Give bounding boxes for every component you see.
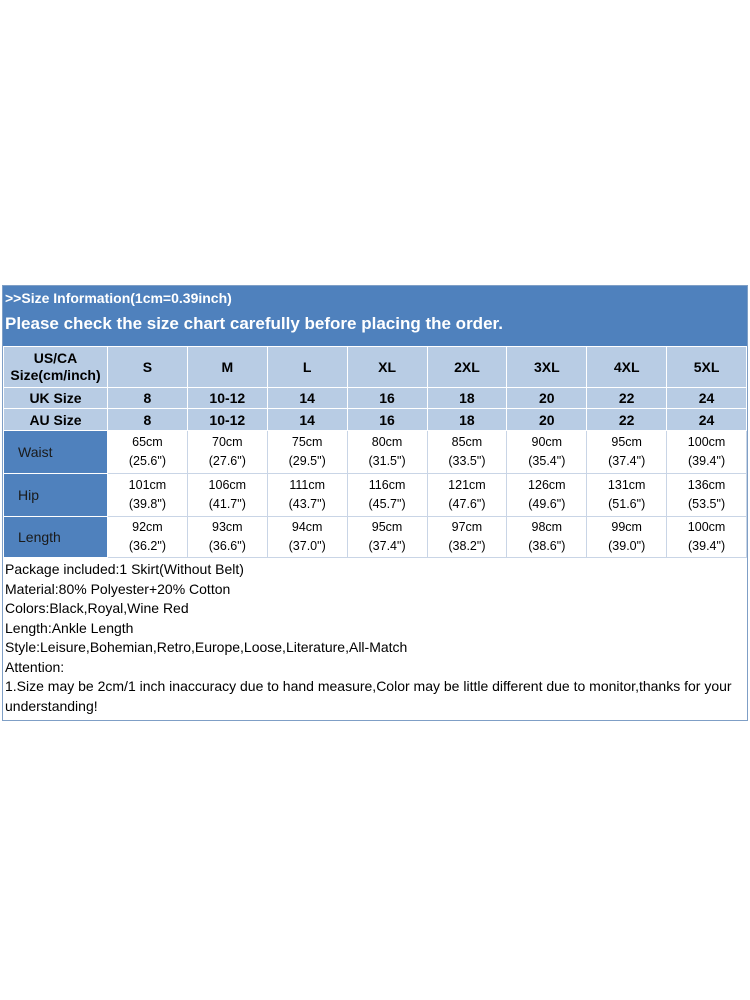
measurement-row-waist [4,431,747,474]
measurement-cm: 100cm [687,520,726,534]
note-length: Length:Ankle Length [5,619,134,636]
measurement-cm: 131cm [607,478,646,492]
size-table [3,346,747,558]
measurement-cell [587,517,667,558]
measurement-cm: 92cm [132,520,163,534]
au-size-value: 16 [347,409,427,431]
measurement-cm: 116cm [368,478,406,492]
uk-size-value: 18 [427,388,507,409]
measurement-cell [267,517,347,558]
measurement-inch: (38.2") [448,539,486,553]
measurement-cell [587,431,667,474]
measurement-cell [347,474,427,517]
measurement-cell [187,474,267,517]
us-ca-label-line2: Size(cm/inch) [10,367,101,383]
size-2XL: 2XL [427,347,507,388]
size-S: S [108,347,188,388]
note-colors: Colors:Black,Royal,Wine Red [5,600,189,616]
measurement-cell [108,431,188,474]
us-ca-size-label [4,347,108,388]
measurement-inch: (35.4") [528,454,566,468]
size-info-title: >>Size Information(1cm=0.39inch) [5,290,232,306]
au-size-value: 8 [108,409,188,431]
measurement-inch: (41.7") [208,497,246,511]
product-notes [3,558,747,720]
measurement-inch: (53.5") [688,497,726,511]
measurement-inch: (47.6") [448,497,486,511]
au-size-value: 22 [587,409,667,431]
measurement-cell [667,431,747,474]
measurement-row-length [4,517,747,558]
uk-size-value: 22 [587,388,667,409]
measurement-inch: (37.0") [288,539,326,553]
measurement-cm: 136cm [687,478,726,492]
measurement-inch: (27.6") [208,454,246,468]
measurement-cm: 97cm [451,520,483,534]
measurement-cell [427,474,507,517]
au-size-value: 18 [427,409,507,431]
measurement-cell [507,517,587,558]
size-XL: XL [347,347,427,388]
note-material: Material:80% Polyester+20% Cotton [5,580,231,597]
measurement-inch: (25.6") [128,454,166,468]
size-M: M [187,347,267,388]
uk-size-value: 20 [507,388,587,409]
measurement-cm: 95cm [611,435,642,449]
measurement-inch: (49.6") [528,497,566,511]
au-size-row [4,409,747,431]
measurement-cm: 94cm [291,520,323,534]
measurement-cm: 93cm [212,520,243,534]
size-info-banner [3,286,747,346]
note-attention: Attention: [5,658,65,675]
measurement-cell [347,431,427,474]
uk-size-value: 10-12 [187,388,267,409]
measurement-cell [267,474,347,517]
measurement-cm: 98cm [531,520,563,534]
measurement-cell [427,517,507,558]
au-size-value: 20 [507,409,587,431]
measurement-inch: (37.4") [368,539,406,553]
measurement-cm: 106cm [208,478,247,492]
measurement-cm: 95cm [371,520,403,534]
note-package: Package included:1 Skirt(Without Belt) [5,561,244,577]
measurement-label: Waist [4,431,108,474]
size-header-row [4,347,747,388]
measurement-cm: 111cm [289,478,326,492]
us-ca-label-line1: US/CA [33,350,78,366]
au-size-value: 24 [667,409,747,431]
uk-size-row [4,388,747,409]
measurement-inch: (39.4") [688,539,726,553]
size-5XL: 5XL [667,347,747,388]
size-4XL: 4XL [587,347,667,388]
measurement-cell [507,431,587,474]
measurement-cell [587,474,667,517]
au-size-label: AU Size [4,409,108,431]
measurement-cell [267,431,347,474]
measurement-label: Hip [4,474,108,517]
measurement-inch: (31.5") [368,454,406,468]
measurement-cm: 80cm [371,435,403,449]
measurement-inch: (36.2") [128,539,166,553]
measurement-cell [667,474,747,517]
size-3XL: 3XL [507,347,587,388]
measurement-cell [347,517,427,558]
measurement-cm: 126cm [528,478,566,492]
measurement-cell [187,517,267,558]
measurement-inch: (37.4") [608,454,646,468]
measurement-inch: (38.6") [528,539,566,553]
measurement-inch: (33.5") [448,454,486,468]
measurement-label: Length [4,517,108,558]
measurement-cm: 90cm [531,435,563,449]
measurement-cm: 75cm [291,435,323,449]
note-style: Style:Leisure,Bohemian,Retro,Europe,Loose,Literature,All-Match [5,639,408,655]
uk-size-value: 24 [667,388,747,409]
measurement-cm: 70cm [212,435,243,449]
measurement-cell [667,517,747,558]
size-info-instruction: Please check the size chart carefully before placing the order. [5,314,503,333]
measurement-cell [187,431,267,474]
measurement-cm: 99cm [611,520,642,534]
measurement-cm: 121cm [448,478,486,492]
uk-size-value: 16 [347,388,427,409]
au-size-value: 14 [267,409,347,431]
measurement-inch: (43.7") [288,497,326,511]
measurement-cell [507,474,587,517]
measurement-inch: (36.6") [208,539,246,553]
measurement-cell [108,517,188,558]
measurement-cm: 100cm [687,435,726,449]
measurement-cm: 101cm [128,478,167,492]
au-size-value: 10-12 [187,409,267,431]
size-chart [2,285,748,721]
measurement-cell [108,474,188,517]
measurement-inch: (39.8") [128,497,166,511]
uk-size-value: 14 [267,388,347,409]
measurement-inch: (51.6") [608,497,646,511]
uk-size-value: 8 [108,388,188,409]
measurement-inch: (39.4") [688,454,726,468]
measurement-row-hip [4,474,747,517]
measurement-rows [4,431,747,558]
measurement-inch: (39.0") [608,539,646,553]
measurement-cell [427,431,507,474]
size-L: L [267,347,347,388]
measurement-inch: (29.5") [288,454,326,468]
note-disclaimer: 1.Size may be 2cm/1 inch inaccuracy due to hand measure,Color may be little different due to monitor,thanks for your understanding! [5,678,732,714]
measurement-cm: 85cm [451,435,483,449]
uk-size-label: UK Size [4,388,108,409]
measurement-cm: 65cm [132,435,163,449]
measurement-inch: (45.7") [368,497,406,511]
